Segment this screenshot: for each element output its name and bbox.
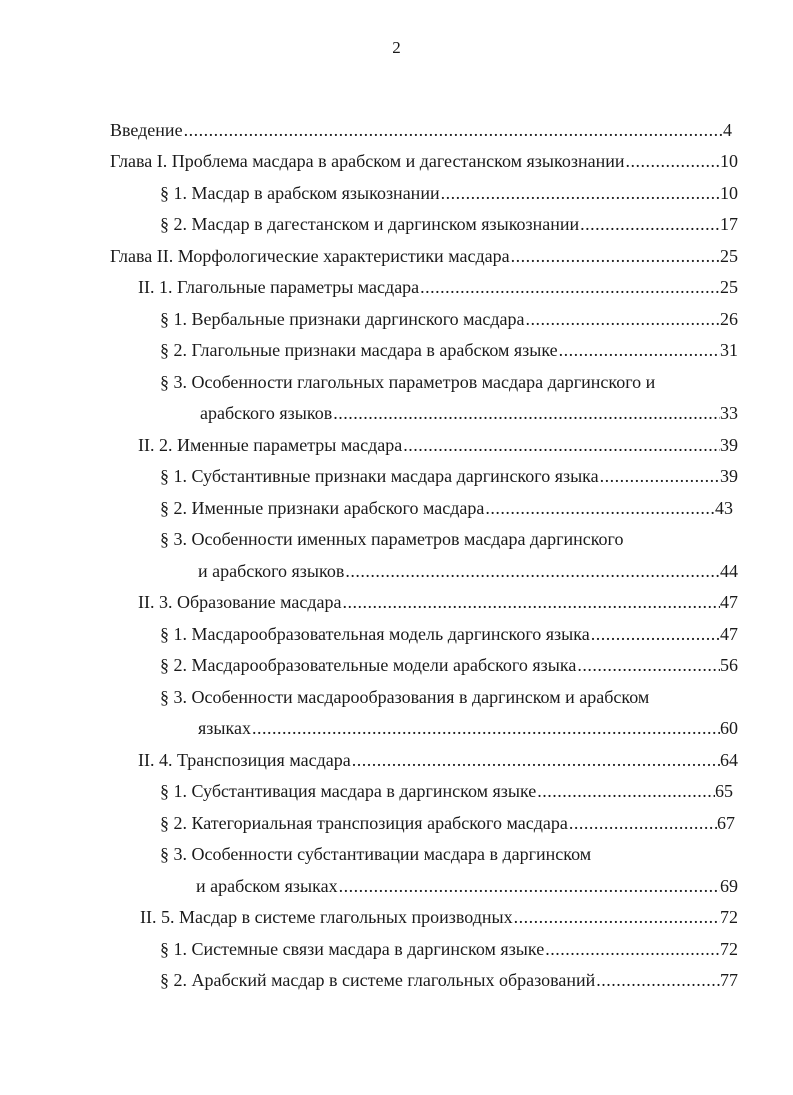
toc-entry-2-2-1[interactable] [160, 465, 738, 487]
toc-entry-2-2-3-cont[interactable] [198, 560, 738, 582]
toc-page: 4 [723, 120, 732, 140]
toc-entry-2-1-1[interactable] [160, 308, 738, 330]
dot-leader [624, 150, 720, 172]
dot-leader [183, 119, 723, 141]
toc-title: § 1. Субстантивные признаки масдара даргинского языка [160, 466, 599, 486]
toc-entry-2-2-3[interactable] [160, 528, 738, 550]
toc-title: арабского языков [200, 403, 333, 423]
toc-entry-2-4-1[interactable] [160, 780, 733, 802]
toc-entry-1-2[interactable] [160, 213, 738, 235]
toc-title: § 3. Особенности глагольных параметров масдара даргинского и [160, 372, 656, 392]
toc-title: § 2. Глагольные признаки масдара в арабском языке [160, 340, 558, 360]
toc-entry-2-4-3[interactable] [160, 843, 738, 865]
dot-leader [344, 560, 720, 582]
toc-page: 72 [720, 939, 738, 959]
toc-title: Введение [110, 120, 183, 140]
toc-page: 67 [717, 813, 735, 833]
toc-title: Глава I. Проблема масдара в арабском и дагестанском языкознании [110, 151, 625, 171]
toc-page: 33 [720, 403, 738, 423]
toc-entry-chapter-2[interactable] [110, 245, 738, 267]
toc-page: 25 [720, 246, 738, 266]
toc-page: 10 [720, 183, 738, 203]
toc-title: § 2. Арабский масдар в системе глагольных образований [160, 970, 596, 990]
toc-entry-chapter-1[interactable] [110, 150, 738, 172]
dot-leader [419, 276, 720, 298]
toc-page: 26 [720, 309, 738, 329]
toc-title: II. 5. Масдар в системе глагольных производных [140, 907, 513, 927]
toc-entry-1-1[interactable] [160, 182, 738, 204]
toc-page: 43 [715, 498, 733, 518]
toc-title: § 1. Субстантивация масдара в даргинском языке [160, 781, 537, 801]
page-number: 2 [392, 38, 401, 57]
toc-entry-2-5[interactable] [140, 906, 738, 928]
toc-entry-2-4-3-cont[interactable] [196, 875, 738, 897]
toc-entry-2-1-2[interactable] [160, 339, 738, 361]
toc-page: 60 [720, 718, 738, 738]
dot-leader [579, 213, 720, 235]
toc-page: 31 [720, 340, 738, 360]
toc-page: 72 [720, 907, 738, 927]
toc-title: II. 3. Образование масдара [138, 592, 342, 612]
dot-leader [332, 402, 720, 424]
toc-title: и арабском языках [196, 876, 338, 896]
toc-page: 39 [720, 466, 738, 486]
toc-entry-2-3-3[interactable] [160, 686, 738, 708]
toc-entry-2-4-2[interactable] [160, 812, 735, 834]
dot-leader [484, 497, 715, 519]
toc-page: 77 [720, 970, 738, 990]
toc-title: § 2. Масдар в дагестанском и даргинском языкознании [160, 214, 580, 234]
toc-entry-2-2-2[interactable] [160, 497, 733, 519]
toc-title: § 2. Именные признаки арабского масдара [160, 498, 485, 518]
toc-entry-2-3-2[interactable] [160, 654, 738, 676]
toc-entry-2-3[interactable] [138, 591, 738, 613]
toc-title: § 1. Масдарообразовательная модель даргинского языка [160, 624, 590, 644]
toc-title: § 3. Особенности масдарообразования в даргинском и арабском [160, 687, 650, 707]
toc-entry-2-2[interactable] [138, 434, 738, 456]
dot-leader [576, 654, 720, 676]
toc-page: 56 [720, 655, 738, 675]
toc-title: II. 4. Транспозиция масдара [138, 750, 351, 770]
toc-title: языках [198, 718, 251, 738]
dot-leader [342, 591, 720, 613]
toc-title: § 1. Масдар в арабском языкознании [160, 183, 440, 203]
toc-page: 47 [720, 592, 738, 612]
toc-page: 25 [720, 277, 738, 297]
dot-leader [251, 717, 720, 739]
toc-entry-2-1[interactable] [138, 276, 738, 298]
toc-title: § 3. Особенности именных параметров масдара даргинского [160, 529, 624, 549]
toc-page: 69 [720, 876, 738, 896]
toc-title: § 2. Масдарообразовательные модели арабского языка [160, 655, 577, 675]
dot-leader [525, 308, 720, 330]
toc-title: § 3. Особенности субстантивации масдара в даргинском [160, 844, 592, 864]
dot-leader [568, 812, 717, 834]
dot-leader [590, 623, 720, 645]
dot-leader [558, 339, 720, 361]
toc-title: Глава II. Морфологические характеристики масдара [110, 246, 510, 266]
dot-leader [440, 182, 720, 204]
toc-entry-2-5-2[interactable] [160, 969, 738, 991]
toc-entry-introduction[interactable] [110, 119, 732, 141]
dot-leader [599, 465, 720, 487]
dot-leader [513, 906, 720, 928]
toc-title: § 1. Системные связи масдара в даргинском языке [160, 939, 545, 959]
dot-leader [402, 434, 720, 456]
toc-page: 10 [720, 151, 738, 171]
toc-entry-2-5-1[interactable] [160, 938, 738, 960]
dot-leader [595, 969, 720, 991]
dot-leader [544, 938, 720, 960]
toc-page: 47 [720, 624, 738, 644]
toc-title: II. 1. Глагольные параметры масдара [138, 277, 420, 297]
toc-entry-2-1-3-cont[interactable] [200, 402, 738, 424]
toc-title: и арабского языков [198, 561, 345, 581]
toc-title: § 2. Категориальная транспозиция арабского масдара [160, 813, 568, 833]
toc-page: 65 [715, 781, 733, 801]
toc-entry-2-4[interactable] [138, 749, 738, 771]
dot-leader [338, 875, 720, 897]
toc-page: 64 [720, 750, 738, 770]
dot-leader [536, 780, 715, 802]
toc-entry-2-3-1[interactable] [160, 623, 738, 645]
toc-entry-2-3-3-cont[interactable] [198, 717, 738, 739]
toc-title: II. 2. Именные параметры масдара [138, 435, 403, 455]
dot-leader [510, 245, 720, 267]
toc-entry-2-1-3[interactable] [160, 371, 738, 393]
toc-page: 17 [720, 214, 738, 234]
toc-title: § 1. Вербальные признаки даргинского масдара [160, 309, 525, 329]
toc-page: 39 [720, 435, 738, 455]
toc-page: 44 [720, 561, 738, 581]
dot-leader [351, 749, 720, 771]
